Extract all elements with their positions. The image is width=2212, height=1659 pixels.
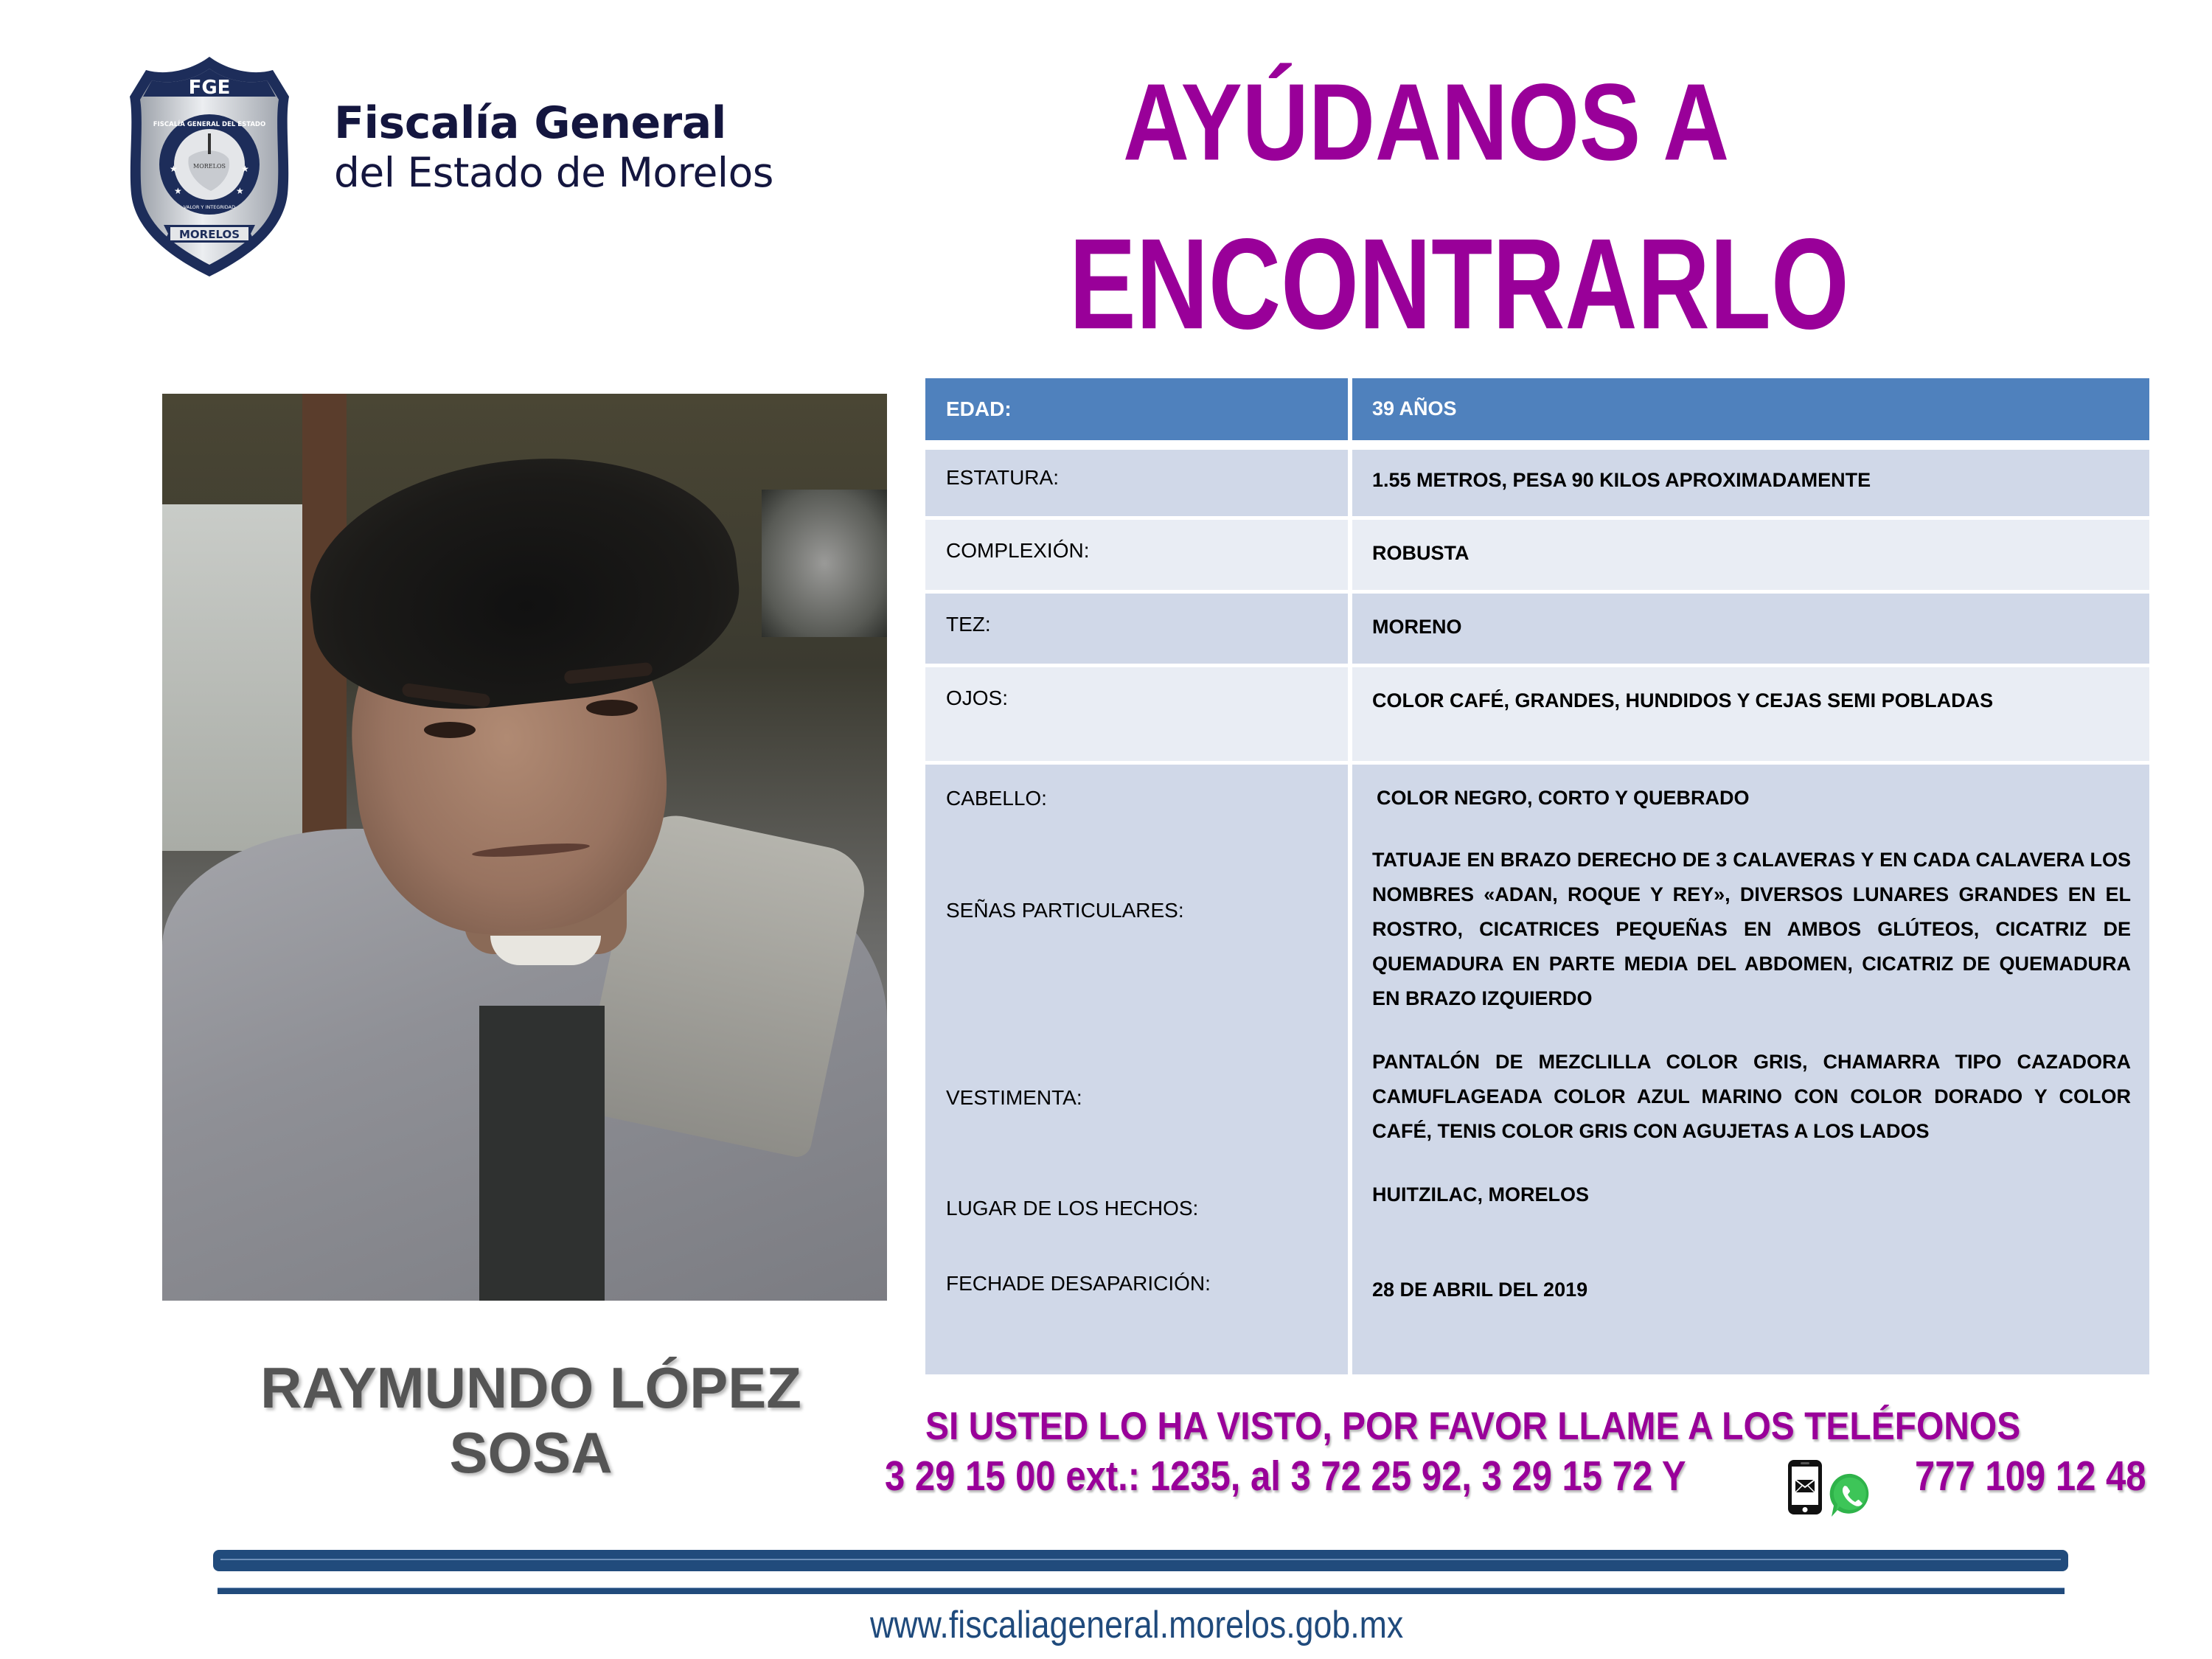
svg-text:★: ★ [241, 164, 249, 174]
table-row-edad [925, 378, 2149, 440]
row-value-vestimenta: PANTALÓN DE MEZCLILLA COLOR GRIS, CHAMARRA TIPO CAZADORA CAMUFLAGEADA COLOR AZUL MARINO CON COLOR DORADO Y COLOR CAFÉ, TENIS COLOR GRIS CON AGUJETAS A LOS LADOS [1372, 1051, 2131, 1142]
row-label: OJOS: [946, 686, 1009, 709]
row-value: ROBUSTA [1372, 542, 1470, 564]
row-label-lugar: LUGAR DE LOS HECHOS: [946, 1197, 1199, 1220]
footer-divider-thick [213, 1550, 2068, 1571]
missing-person-photo [162, 394, 887, 1301]
logo-fge-text: FGE [188, 77, 231, 99]
row-value: 1.55 METROS, PESA 90 KILOS APROXIMADAMENTE [1372, 469, 1871, 491]
row-value-cabello: COLOR NEGRO, CORTO Y QUEBRADO [1377, 787, 1750, 809]
row-value-fecha: 28 DE ABRIL DEL 2019 [1372, 1279, 1588, 1301]
row-value-senas: TATUAJE EN BRAZO DERECHO DE 3 CALAVERAS Y EN CADA CALAVERA LOS NOMBRES «ADAN, ROQUE Y REY», DIVERSOS LUNARES GRANDES EN EL ROSTRO, CICATRICES PEQUEÑAS EN AMBOS GLÚTEOS, CICATRIZ DE QUEMADURA EN PARTE MEDIA DEL ABDOMEN, CICATRIZ DE QUEMADURA EN BRAZO IZQUIERDO [1372, 849, 2131, 1009]
contact-whatsapp-number: 777 109 12 48 [1915, 1453, 2146, 1500]
row-label-cabello: CABELLO: [946, 787, 1047, 810]
org-subtitle: del Estado de Morelos [334, 149, 773, 196]
website-link[interactable]: www.fiscaliageneral.morelos.gob.mx [870, 1604, 1404, 1646]
phone-message-icon [1787, 1458, 1823, 1516]
row-label-vestimenta: VESTIMENTA: [946, 1086, 1082, 1109]
svg-text:★: ★ [170, 164, 178, 174]
org-title: Fiscalía General [334, 97, 726, 149]
row-label-senas: SEÑAS PARTICULARES: [946, 899, 1184, 922]
contact-phone-numbers: 3 29 15 00 ext.: 1235, al 3 72 25 92, 3 29 15 72 Y [885, 1453, 1686, 1500]
row-value-lugar: HUITZILAC, MORELOS [1372, 1183, 1589, 1206]
svg-text:★: ★ [236, 186, 244, 196]
person-name-line-1: RAYMUNDO LÓPEZ [260, 1355, 801, 1420]
logo-ring-text: FISCALÍA GENERAL DEL ESTADO [153, 121, 266, 128]
logo-center-text: MORELOS [193, 163, 226, 170]
fge-logo-badge [125, 54, 293, 279]
logo-banner-text: MORELOS [178, 228, 240, 241]
table-row-estatura [925, 450, 2149, 516]
row-label: COMPLEXIÓN: [946, 539, 1090, 562]
row-value: MORENO [1372, 616, 1462, 638]
row-value: COLOR CAFÉ, GRANDES, HUNDIDOS Y CEJAS SEMI POBLADAS [1372, 689, 1994, 712]
row-label: ESTATURA: [946, 466, 1059, 489]
shield-icon [125, 54, 293, 279]
headline-line-2: ENCONTRARLO [1069, 212, 1849, 357]
table-row-complexion [925, 520, 2149, 590]
headline-line-1: AYÚDANOS A [1123, 60, 1730, 184]
table-row-ojos [925, 667, 2149, 761]
footer-divider-thin [218, 1587, 2065, 1594]
whatsapp-icon [1827, 1471, 1876, 1520]
table-row-tez [925, 594, 2149, 664]
table-row-group [925, 765, 2149, 1374]
row-label: EDAD: [946, 397, 1012, 420]
row-value: 39 AÑOS [1372, 397, 1457, 420]
row-label-fecha: FECHADE DESAPARICIÓN: [946, 1272, 1211, 1295]
person-name [221, 1355, 841, 1485]
person-name-line-2: SOSA [449, 1420, 613, 1485]
contact-instruction: SI USTED LO HA VISTO, POR FAVOR LLAME A LOS TELÉFONOS [925, 1405, 2021, 1448]
svg-text:★: ★ [174, 186, 182, 196]
logo-motto-text: VALOR Y INTEGRIDAD [183, 204, 236, 210]
row-label: TEZ: [946, 613, 991, 636]
